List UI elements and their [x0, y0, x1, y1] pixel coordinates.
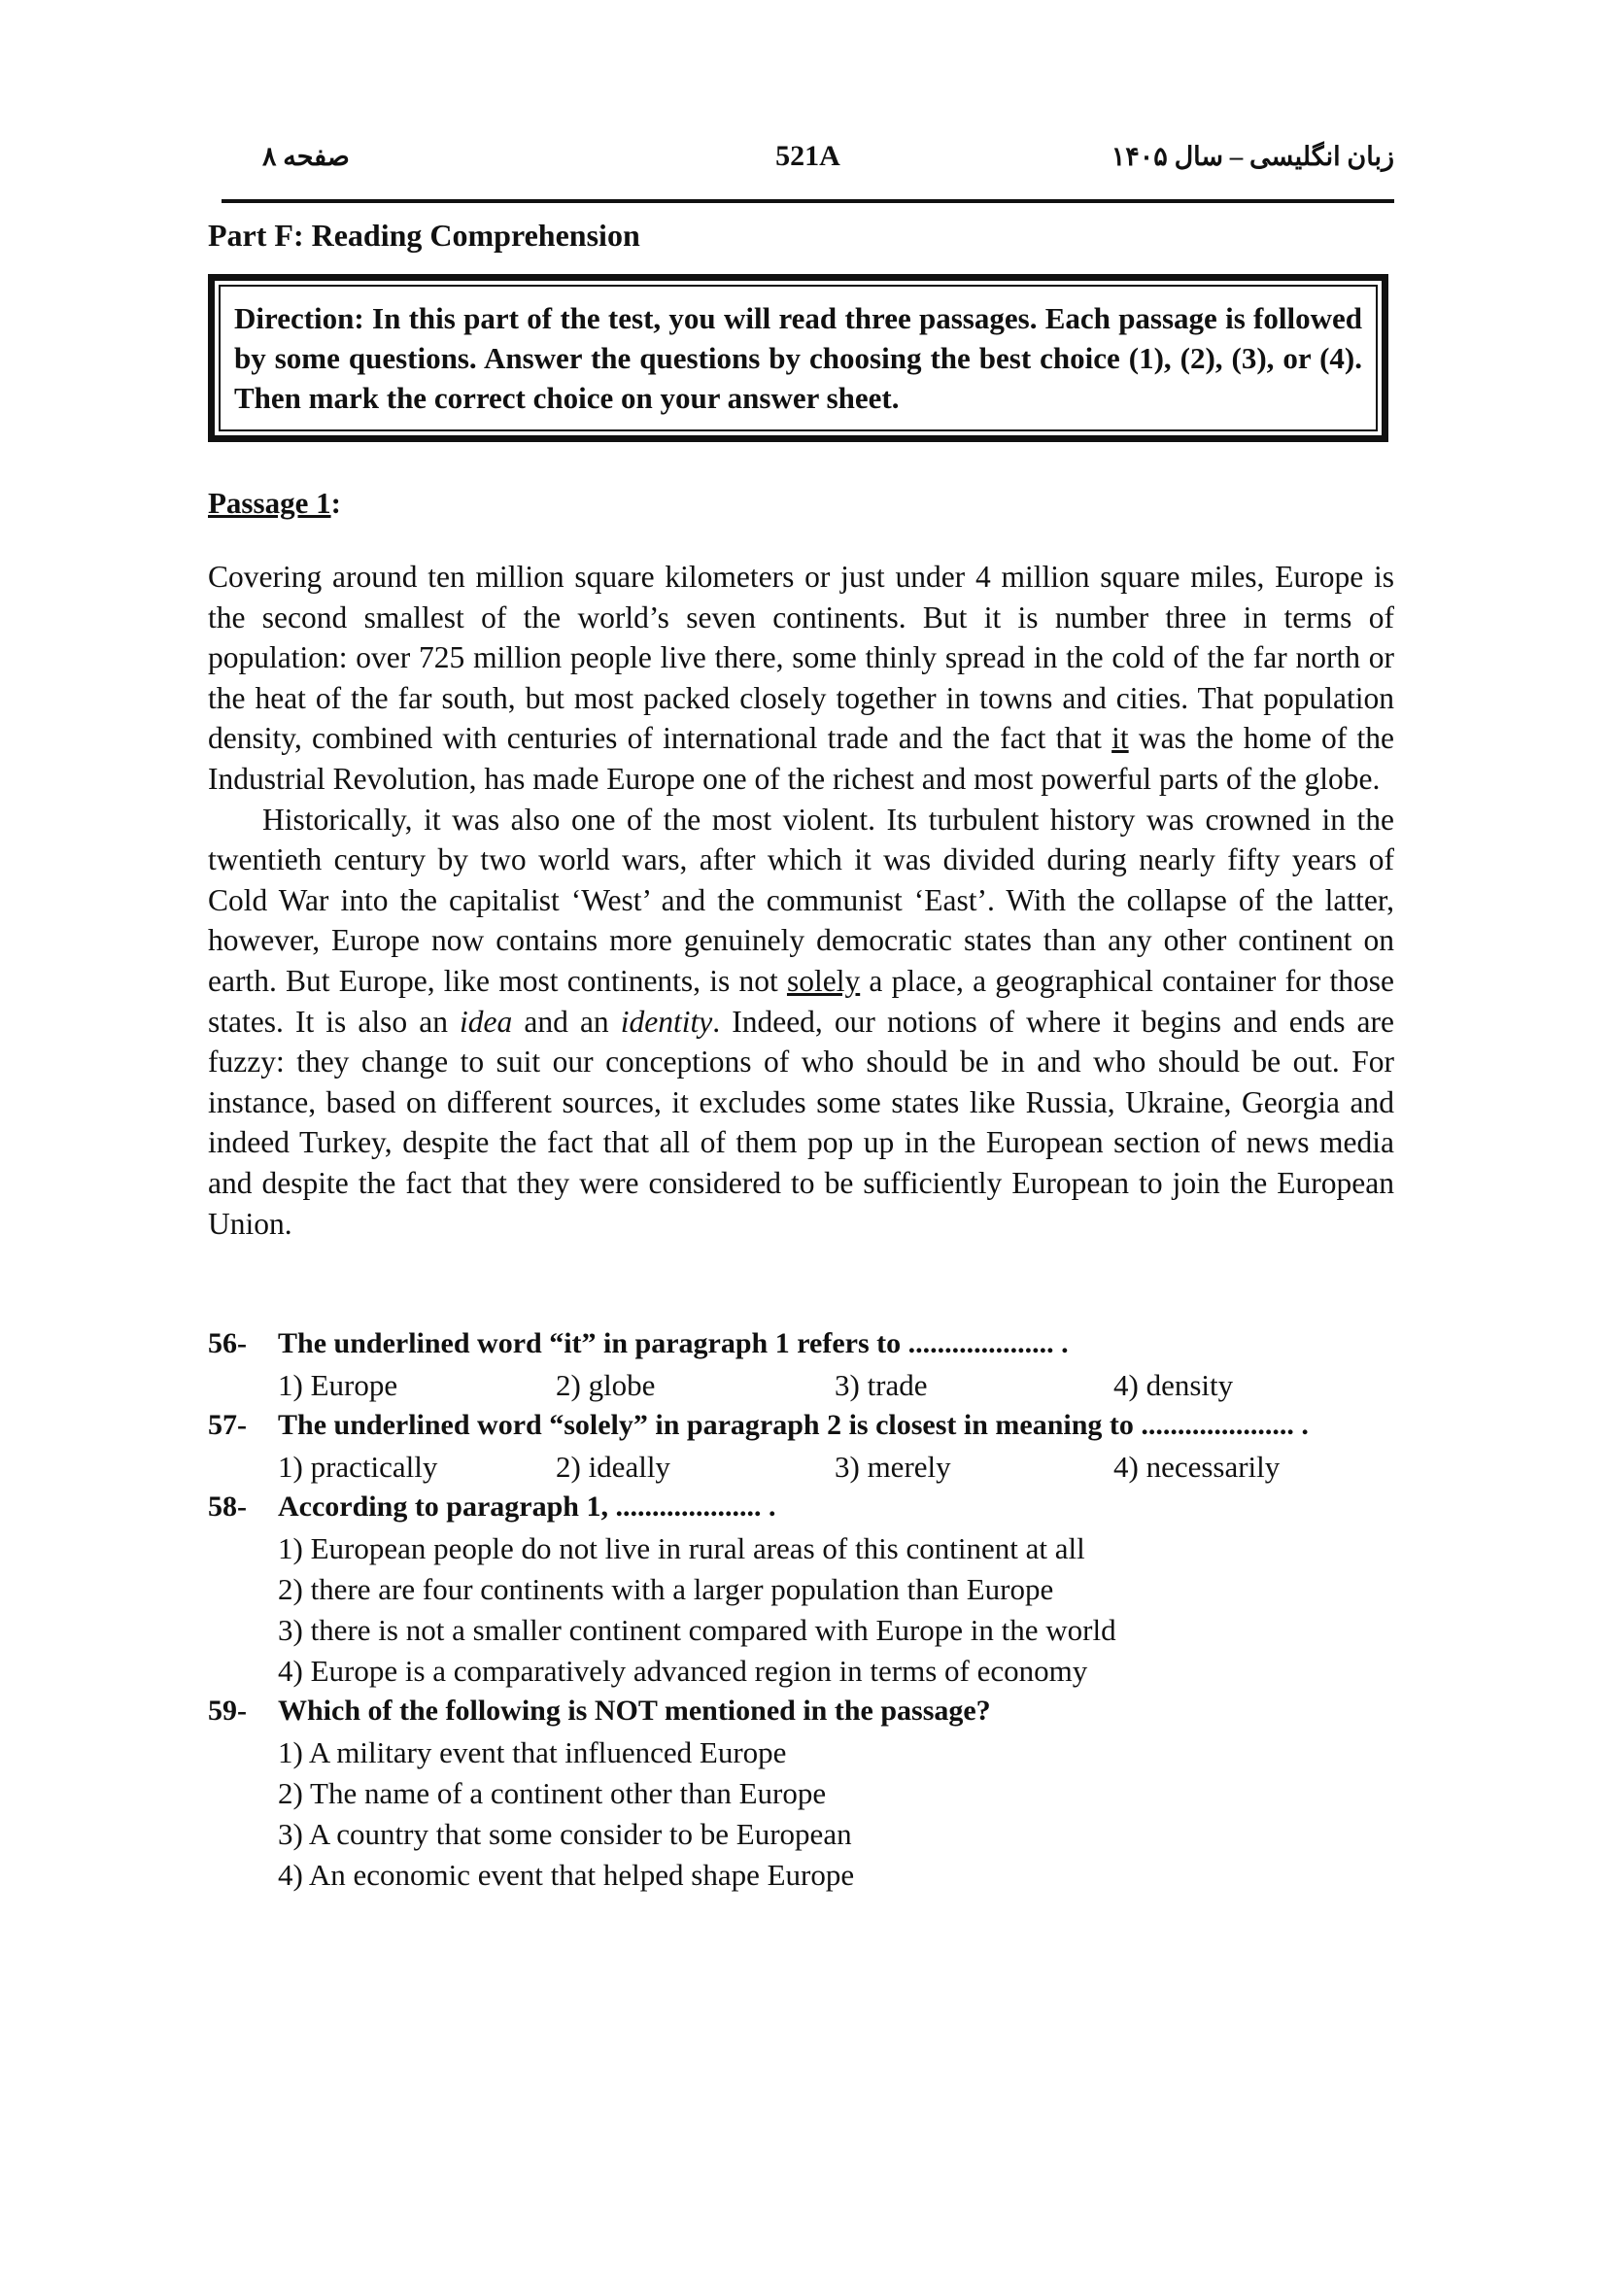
paragraph-2-text-a: Historically, it was also one of the most violent. Its turbulent history was crowned in the twentieth century by two world wars, after which it was divided during nearly fifty years of Cold War into the capitalist ‘West’ and the communist ‘East’. With the collapse of the latter, however, Europe now contains more genuinely democratic states than any other continent on earth. But Europe, like most continents, is not: [208, 802, 1394, 998]
italic-word-identity: identity: [620, 1004, 713, 1039]
underlined-word-it: it: [1111, 721, 1129, 756]
exam-code: 521A: [775, 140, 840, 172]
direction-text: Direction: In this part of the test, you will read three passages. Each passage is followed by some questions. Answer the questions by choosing the best choice (1), (2), (3), or (4). Then mark the correct choice on your answer sheet.: [234, 301, 1362, 415]
question-stem: According to paragraph 1, .................... .: [278, 1491, 776, 1523]
question-number: 57-: [208, 1409, 247, 1441]
paragraph-2: [208, 800, 1394, 1245]
question-56: [208, 1327, 1394, 1409]
option-3[interactable]: 3) trade: [835, 1368, 928, 1402]
question-number: 59-: [208, 1695, 247, 1727]
option-4[interactable]: 4) necessarily: [1113, 1450, 1281, 1484]
header-rule: [222, 199, 1394, 203]
option-1[interactable]: 1) European people do not live in rural areas of this continent at all: [278, 1531, 1085, 1565]
question-57: [208, 1409, 1394, 1491]
underlined-word-solely: solely: [786, 963, 861, 998]
paragraph-1: [208, 557, 1394, 800]
paragraph-2-text-b: a place, a geographical container for those states. It is also an: [208, 963, 1395, 1039]
page-number: صفحه ۸: [262, 142, 350, 171]
question-number: 58-: [208, 1491, 247, 1523]
option-4[interactable]: 4) An economic event that helped shape Europe: [278, 1858, 855, 1892]
option-4[interactable]: 4) Europe is a comparatively advanced region in terms of economy: [278, 1654, 1088, 1688]
part-title: Part F: Reading Comprehension: [208, 218, 640, 253]
question-stem: The underlined word “it” in paragraph 1 refers to .................... .: [278, 1327, 1069, 1359]
exam-subject: زبان انگلیسی – سال ۱۴۰۵: [1111, 142, 1394, 171]
question-stem: Which of the following is NOT mentioned in the passage?: [278, 1695, 991, 1727]
passage-title: [208, 486, 341, 521]
option-3[interactable]: 3) A country that some consider to be European: [278, 1817, 852, 1851]
question-58: [208, 1491, 1394, 1695]
question-59: [208, 1695, 1394, 1899]
paragraph-1-text-b: was the home of the Industrial Revolution, has made Europe one of the richest and most powerful parts of the globe.: [208, 721, 1394, 796]
italic-word-idea: idea: [460, 1004, 513, 1039]
option-1[interactable]: 1) A military event that influenced Europe: [278, 1735, 787, 1769]
question-list: [208, 1327, 1394, 1899]
option-4[interactable]: 4) density: [1113, 1368, 1234, 1402]
question-stem: The underlined word “solely” in paragraph 2 is closest in meaning to ..................... .: [278, 1409, 1309, 1441]
paragraph-2-text-c: and an: [512, 1004, 621, 1039]
option-1[interactable]: 1) Europe: [278, 1368, 398, 1402]
paragraph-1-text-a: Covering around ten million square kilometers or just under 4 million square miles, Europe is the second smallest of the world’s seven continents. But it is number three in terms of population: over 725 million people live there, some thinly spread in the cold of the far north or the heat of the far south, but most packed closely together in towns and cities. That population density, combined with centuries of international trade and the fact that: [208, 560, 1394, 756]
passage-title-label: Passage 1: [208, 486, 331, 520]
option-3[interactable]: 3) merely: [835, 1450, 951, 1484]
option-2[interactable]: 2) globe: [556, 1368, 656, 1402]
option-2[interactable]: 2) there are four continents with a larger population than Europe: [278, 1572, 1054, 1606]
option-1[interactable]: 1) practically: [278, 1450, 438, 1484]
options-row: [208, 1368, 1394, 1409]
page-header: [222, 142, 1394, 181]
options-row: [208, 1450, 1394, 1491]
passage-body: [208, 557, 1394, 1244]
option-2[interactable]: 2) ideally: [556, 1450, 670, 1484]
passage-title-colon: :: [330, 486, 341, 520]
paragraph-2-text-d: . Indeed, our notions of where it begins and ends are fuzzy: they change to suit our conceptions of who should be in and who should be out. For instance, based on different sources, it excludes some states like Russia, Ukraine, Georgia and indeed Turkey, despite the fact that all of them pop up in the European section of news media and despite the fact that they were considered to be sufficiently European to join the European Union.: [208, 1004, 1394, 1241]
direction-box: [208, 274, 1388, 442]
option-3[interactable]: 3) there is not a smaller continent compared with Europe in the world: [278, 1613, 1116, 1647]
option-2[interactable]: 2) The name of a continent other than Europe: [278, 1776, 827, 1810]
question-number: 56-: [208, 1327, 247, 1359]
